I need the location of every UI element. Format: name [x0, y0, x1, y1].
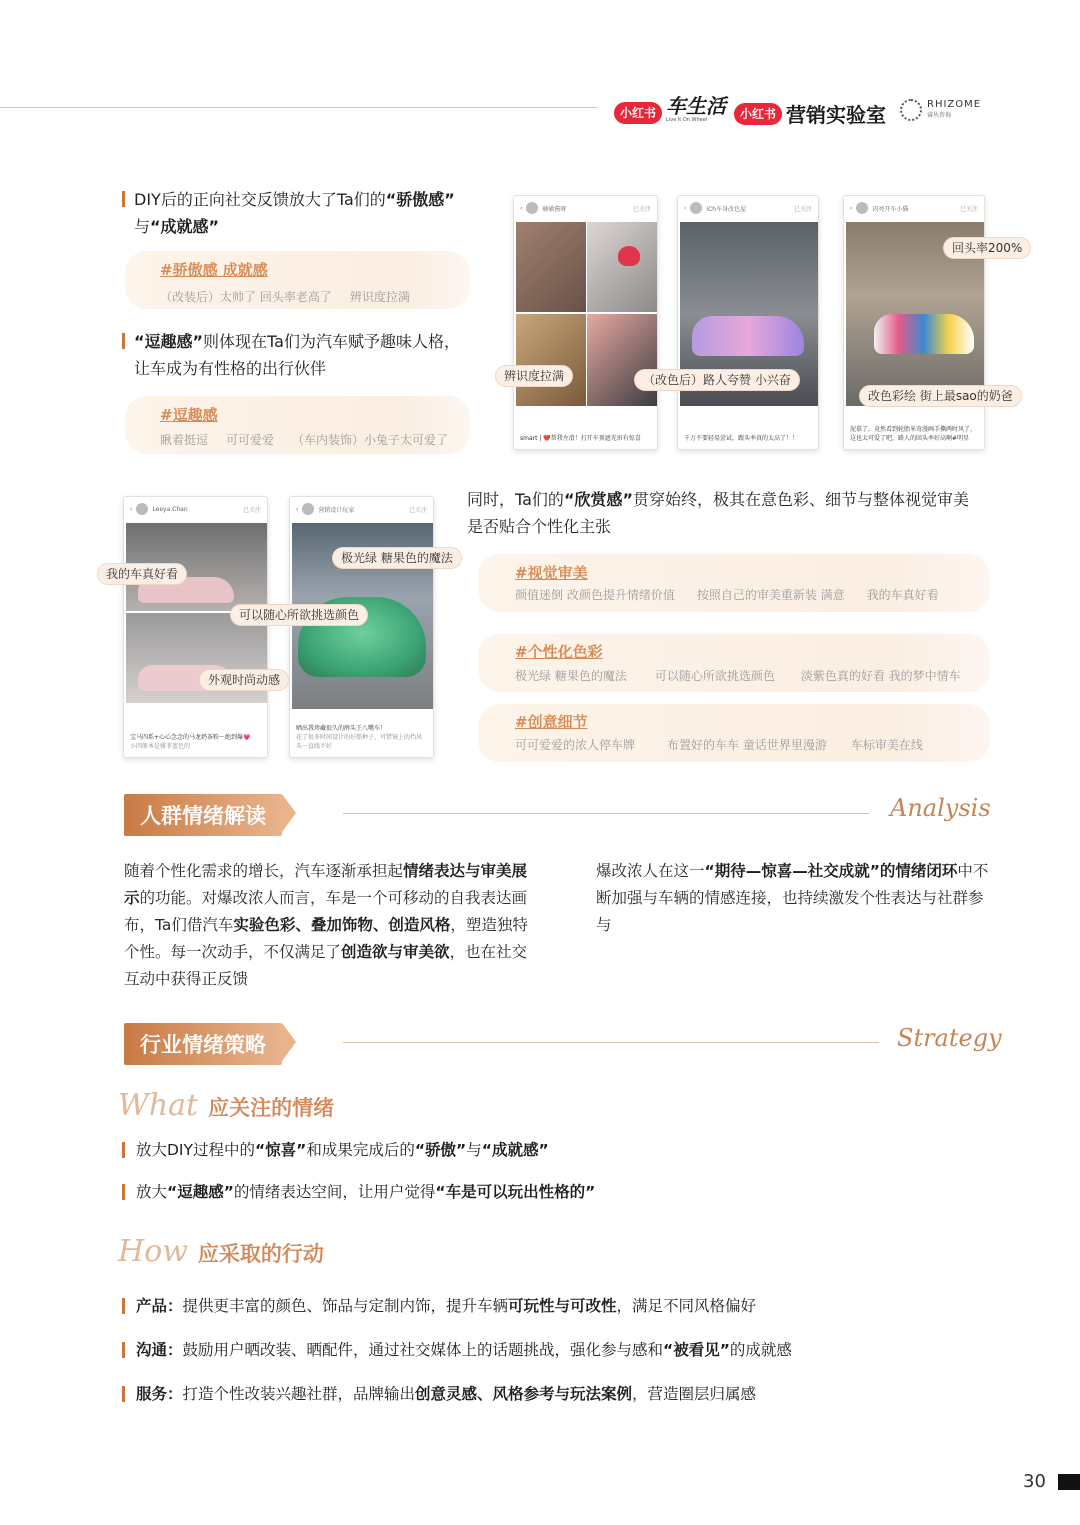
- strategy-script: Strategy: [897, 1024, 1002, 1052]
- tag-items: 颜值迷倒 改颜色提升情绪价值 按照自己的审美重新装 满意 我的车真好看: [515, 588, 939, 602]
- tag-card-detail: [478, 704, 990, 762]
- xhs-pill: 小红书: [734, 103, 782, 125]
- callout: 可以随心所欲挑选颜色: [230, 604, 368, 626]
- follow-label: 已关注: [408, 506, 427, 514]
- how-item-service: 服务：打造个性改装兴趣社群，品牌输出创意灵感、风格参考与玩法案例，营造圈层归属感: [122, 1382, 982, 1406]
- post-screenshot-5: [289, 496, 434, 758]
- post-user: 赫敏酱呀: [542, 205, 567, 213]
- post-screenshot-4: [123, 496, 268, 758]
- callout: 辨识度拉满: [495, 365, 573, 387]
- post-caption: 宝马四系+心心念念的马龙奶茶粉～绝到爆💗 小四原本是雅菲蓝色的: [130, 734, 251, 750]
- how-item-product: 产品：提供更丰富的颜色、饰品与定制内饰，提升车辆可玩性与可改性，满足不同风格偏好: [122, 1294, 982, 1318]
- callout: 外观时尚动感: [199, 669, 289, 691]
- avatar: [136, 503, 148, 515]
- post-user: 闪亮开车小猫: [872, 205, 909, 213]
- what-item-2: 放大“逗趣感”的情绪表达空间，让用户觉得“车是可以玩出性格的”: [122, 1180, 822, 1204]
- car-photo: [587, 314, 657, 406]
- how-heading: [118, 1234, 324, 1269]
- post-screenshot-2: [677, 195, 819, 450]
- callout: 我的车真好看: [97, 563, 187, 585]
- post-caption: 泥慕了，竟然看到轮胎米奇漫画手撕两时风了，这也太可爱了吧，路人的回头率好高啊#明星: [850, 426, 977, 442]
- tag-card-color: [478, 634, 990, 692]
- tag-card-fun: [125, 396, 470, 454]
- how-script: How: [118, 1234, 188, 1269]
- car-photo: [516, 314, 586, 406]
- callout: 改色彩绘 街上最sao的奶爸: [859, 385, 1022, 407]
- what-title: 应关注的情绪: [208, 1096, 335, 1120]
- how-item-communication: 沟通：鼓励用户晒改装、晒配件，通过社交媒体上的话题挑战，强化参与感和“被看见”的成就感: [122, 1338, 982, 1362]
- follow-label: 已关注: [632, 205, 651, 213]
- what-heading: [118, 1088, 334, 1123]
- tag-title: #逗趣感: [160, 406, 218, 424]
- heading-pride: DIY后的正向社交反馈放大了Ta们的“骄傲感” 与“成就感”: [122, 186, 482, 240]
- analysis-script: Analysis: [890, 794, 991, 822]
- car-life-sub: Live It On Wheel: [666, 117, 708, 123]
- logo-xhs-car-life: [614, 94, 727, 127]
- post-screenshot-1: [513, 195, 658, 450]
- tag-title: #骄傲感 成就感: [160, 261, 268, 279]
- back-icon: ‹: [684, 204, 687, 212]
- car-life-text: 车生活: [666, 94, 727, 118]
- strategy-rule: [343, 1042, 879, 1043]
- back-icon: ‹: [520, 204, 523, 212]
- xhs-pill: 小红书: [614, 102, 662, 124]
- post-user: 营销设计玩家: [318, 506, 355, 514]
- tag-items: 可可爱爱的浓人停车牌 布置好的车车 童话世界里漫游 车标审美在线: [515, 738, 923, 752]
- follow-label: 已关注: [793, 205, 812, 213]
- banner-strategy: 行业情绪策略: [124, 1023, 282, 1065]
- avatar: [690, 202, 702, 214]
- post-caption: smart | ❤️帮我左滑！打开车顶遮光帘有惊喜: [520, 435, 641, 442]
- follow-label: 已关注: [242, 506, 261, 514]
- analysis-rule: [343, 813, 869, 814]
- heading-fun: “逗趣感”则体现在Ta们为汽车赋予趣味人格， 让车成为有性格的出行伙伴: [122, 328, 482, 382]
- wrapped-car-shape: [874, 314, 974, 354]
- post-caption: 晒出我珍藏很久的薛头王八嘴车！ 花了很多时间设计的好船种子，可惜镜上的挡风头一直线不好: [296, 725, 423, 750]
- car-photo: [587, 222, 657, 312]
- heart-sticker-icon: [618, 246, 640, 266]
- follow-label: 已关注: [959, 205, 978, 213]
- marketing-lab-text: 营销实验室: [786, 103, 887, 127]
- post-caption: 千万不要轻易尝试，跟头率真的太高了！！: [684, 435, 799, 442]
- header-rule: [0, 107, 598, 108]
- car-photo: [516, 222, 586, 312]
- tag-items: 极光绿 糖果色的魔法 可以随心所欲挑选颜色 淡紫色真的好看 我的梦中情车: [515, 669, 961, 683]
- banner-analysis: 人群情绪解读: [124, 794, 282, 836]
- how-title: 应采取的行动: [197, 1242, 324, 1266]
- avatar: [302, 503, 314, 515]
- tag-card-pride: [125, 251, 470, 309]
- analysis-right-paragraph: 爆改浓人在这一“期待—惊喜—社交成就”的情绪闭环中不断加强与车辆的情感连接，也持续激发个性表达与社群参与: [596, 862, 989, 934]
- avatar: [856, 202, 868, 214]
- avatar: [526, 202, 538, 214]
- back-icon: ‹: [850, 204, 853, 212]
- post-user: Leeya.Chan: [152, 505, 188, 513]
- post-screenshot-3: [843, 195, 985, 450]
- logo-rhizome: [900, 99, 981, 121]
- rhizome-text: RHIZOME: [927, 99, 982, 110]
- tag-title: #视觉审美: [515, 564, 588, 582]
- back-icon: ‹: [130, 505, 133, 513]
- callout: （改色后）路人夸赞 小兴奋: [634, 369, 800, 391]
- heading-appreciation: 同时，Ta们的“欣赏感”贯穿始终，极其在意色彩、细节与整体视觉审美 是否贴合个性化主张: [467, 490, 969, 536]
- callout: 极光绿 糖果色的魔法: [332, 547, 462, 569]
- page-number: 30: [1023, 1471, 1046, 1492]
- tag-items: 瞅着挺逗 可可爱爱 （车内装饰）小兔子太可爱了: [160, 433, 449, 447]
- page-marker: [1058, 1474, 1080, 1490]
- what-item-1: 放大DIY过程中的“惊喜”和成果完成后的“骄傲”与“成就感”: [122, 1138, 822, 1162]
- tag-items: （改装后）太帅了 回头率老高了 辨识度拉满: [160, 290, 410, 304]
- analysis-left-paragraph: 随着个性化需求的增长，汽车逐渐承担起情绪表达与审美展示的功能。对爆改浓人而言，车是一个可移动的自我表达画布，Ta们借汽车实验色彩、叠加饰物、创造风格，塑造独特个性。每一次动手，不仅满足了创造欲与审美欲，也在社交互动中获得正反馈: [124, 862, 528, 988]
- tag-title: #创意细节: [515, 713, 588, 731]
- purple-car-shape: [692, 316, 804, 356]
- rhizome-sub: 睿丛咨询: [927, 112, 952, 119]
- back-icon: ‹: [296, 505, 299, 513]
- tag-card-visual: [478, 554, 990, 612]
- logo-xhs-marketing-lab: [734, 99, 886, 128]
- tag-title: #个性化色彩: [515, 643, 603, 661]
- callout: 回头率200%: [943, 237, 1031, 259]
- what-script: What: [118, 1088, 199, 1123]
- post-user: iCh车身改色屋: [706, 205, 747, 213]
- rhizome-icon: [900, 99, 922, 121]
